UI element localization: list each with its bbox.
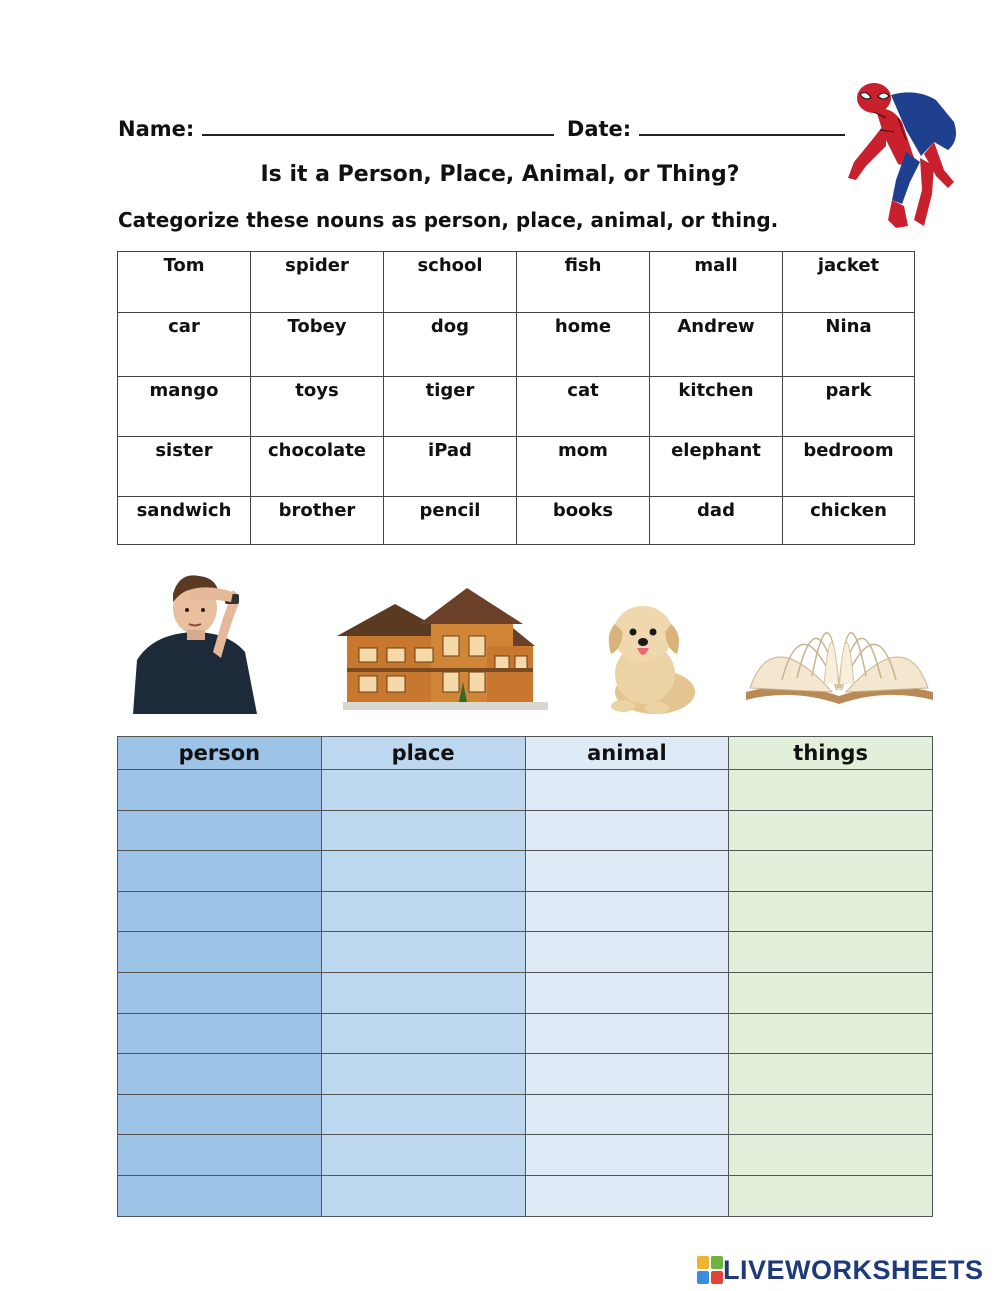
noun-cell[interactable]: sandwich: [118, 497, 251, 545]
noun-cell[interactable]: Andrew: [650, 313, 783, 377]
noun-cell[interactable]: elephant: [650, 437, 783, 497]
noun-cell[interactable]: Nina: [783, 313, 915, 377]
drop-zone-person[interactable]: [118, 972, 322, 1013]
noun-cell[interactable]: brother: [251, 497, 384, 545]
name-field[interactable]: [202, 116, 554, 136]
drop-zone-person[interactable]: [118, 851, 322, 892]
drop-zone-things[interactable]: [729, 1013, 933, 1054]
liveworksheets-brand: LIVEWORKSHEETS: [723, 1254, 984, 1285]
drop-zone-place[interactable]: [321, 1175, 525, 1216]
header-animal: animal: [525, 737, 729, 770]
drop-zone-place[interactable]: [321, 1094, 525, 1135]
drop-zone-person[interactable]: [118, 770, 322, 811]
name-label: Name:: [118, 117, 195, 141]
instructions: Categorize these nouns as person, place, animal, or thing.: [118, 208, 779, 232]
drop-zone-place[interactable]: [321, 972, 525, 1013]
noun-cell[interactable]: school: [384, 252, 517, 313]
liveworksheets-logo-icon: [697, 1256, 723, 1284]
name-date-line: [118, 116, 845, 141]
noun-cell[interactable]: cat: [517, 377, 650, 437]
sorting-row: [118, 891, 933, 932]
drop-zone-place[interactable]: [321, 810, 525, 851]
drop-zone-animal[interactable]: [525, 1013, 729, 1054]
drop-zone-animal[interactable]: [525, 851, 729, 892]
drop-zone-things[interactable]: [729, 1054, 933, 1095]
drop-zone-things[interactable]: [729, 851, 933, 892]
noun-cell[interactable]: park: [783, 377, 915, 437]
sorting-table: [117, 736, 933, 1217]
drop-zone-person[interactable]: [118, 1094, 322, 1135]
noun-cell[interactable]: books: [517, 497, 650, 545]
drop-zone-place[interactable]: [321, 851, 525, 892]
noun-cell[interactable]: toys: [251, 377, 384, 437]
noun-cell[interactable]: iPad: [384, 437, 517, 497]
spiderman-illustration: [836, 70, 961, 238]
noun-cell[interactable]: jacket: [783, 252, 915, 313]
sorting-row: [118, 972, 933, 1013]
drop-zone-things[interactable]: [729, 810, 933, 851]
drop-zone-things[interactable]: [729, 770, 933, 811]
noun-cell[interactable]: bedroom: [783, 437, 915, 497]
drop-zone-person[interactable]: [118, 810, 322, 851]
drop-zone-place[interactable]: [321, 1013, 525, 1054]
page-title: Is it a Person, Place, Animal, or Thing?: [260, 162, 740, 187]
drop-zone-place[interactable]: [321, 932, 525, 973]
drop-zone-place[interactable]: [321, 770, 525, 811]
noun-cell[interactable]: mall: [650, 252, 783, 313]
drop-zone-person[interactable]: [118, 891, 322, 932]
noun-row: [118, 497, 915, 545]
drop-zone-place[interactable]: [321, 891, 525, 932]
noun-table: [117, 251, 915, 545]
noun-row: [118, 377, 915, 437]
drop-zone-animal[interactable]: [525, 1054, 729, 1095]
drop-zone-animal[interactable]: [525, 810, 729, 851]
noun-row: [118, 313, 915, 377]
noun-cell[interactable]: mom: [517, 437, 650, 497]
sorting-row: [118, 851, 933, 892]
sorting-header-row: [118, 737, 933, 770]
noun-cell[interactable]: mango: [118, 377, 251, 437]
drop-zone-things[interactable]: [729, 891, 933, 932]
sorting-row: [118, 932, 933, 973]
sorting-row: [118, 770, 933, 811]
noun-cell[interactable]: pencil: [384, 497, 517, 545]
noun-row: [118, 437, 915, 497]
drop-zone-animal[interactable]: [525, 1175, 729, 1216]
drop-zone-things[interactable]: [729, 1135, 933, 1176]
header-person: person: [118, 737, 322, 770]
book-photo: [742, 584, 937, 706]
sorting-row: [118, 810, 933, 851]
sorting-row: [118, 1135, 933, 1176]
noun-row: [118, 252, 915, 313]
date-field[interactable]: [639, 116, 845, 136]
person-photo: [133, 568, 263, 714]
drop-zone-animal[interactable]: [525, 770, 729, 811]
noun-cell[interactable]: tiger: [384, 377, 517, 437]
drop-zone-animal[interactable]: [525, 972, 729, 1013]
drop-zone-place[interactable]: [321, 1135, 525, 1176]
sorting-row: [118, 1094, 933, 1135]
dog-photo: [593, 594, 711, 716]
drop-zone-person[interactable]: [118, 932, 322, 973]
drop-zone-animal[interactable]: [525, 932, 729, 973]
drop-zone-person[interactable]: [118, 1054, 322, 1095]
drop-zone-things[interactable]: [729, 1094, 933, 1135]
date-label: Date:: [566, 117, 632, 141]
drop-zone-person[interactable]: [118, 1135, 322, 1176]
drop-zone-animal[interactable]: [525, 891, 729, 932]
drop-zone-things[interactable]: [729, 932, 933, 973]
noun-cell[interactable]: dad: [650, 497, 783, 545]
noun-cell[interactable]: home: [517, 313, 650, 377]
header-place: place: [321, 737, 525, 770]
noun-cell[interactable]: dog: [384, 313, 517, 377]
drop-zone-person[interactable]: [118, 1175, 322, 1216]
sorting-row: [118, 1054, 933, 1095]
noun-cell[interactable]: chicken: [783, 497, 915, 545]
noun-cell[interactable]: Tom: [118, 252, 251, 313]
noun-cell[interactable]: fish: [517, 252, 650, 313]
drop-zone-animal[interactable]: [525, 1094, 729, 1135]
noun-cell[interactable]: kitchen: [650, 377, 783, 437]
noun-cell[interactable]: car: [118, 313, 251, 377]
drop-zone-person[interactable]: [118, 1013, 322, 1054]
noun-cell[interactable]: sister: [118, 437, 251, 497]
noun-cell[interactable]: Tobey: [251, 313, 384, 377]
noun-cell[interactable]: spider: [251, 252, 384, 313]
drop-zone-things[interactable]: [729, 972, 933, 1013]
drop-zone-place[interactable]: [321, 1054, 525, 1095]
house-photo: [335, 584, 550, 712]
header-things: things: [729, 737, 933, 770]
liveworksheets-logo: [697, 1254, 984, 1286]
sorting-row: [118, 1175, 933, 1216]
drop-zone-things[interactable]: [729, 1175, 933, 1216]
drop-zone-animal[interactable]: [525, 1135, 729, 1176]
noun-cell[interactable]: chocolate: [251, 437, 384, 497]
sorting-row: [118, 1013, 933, 1054]
